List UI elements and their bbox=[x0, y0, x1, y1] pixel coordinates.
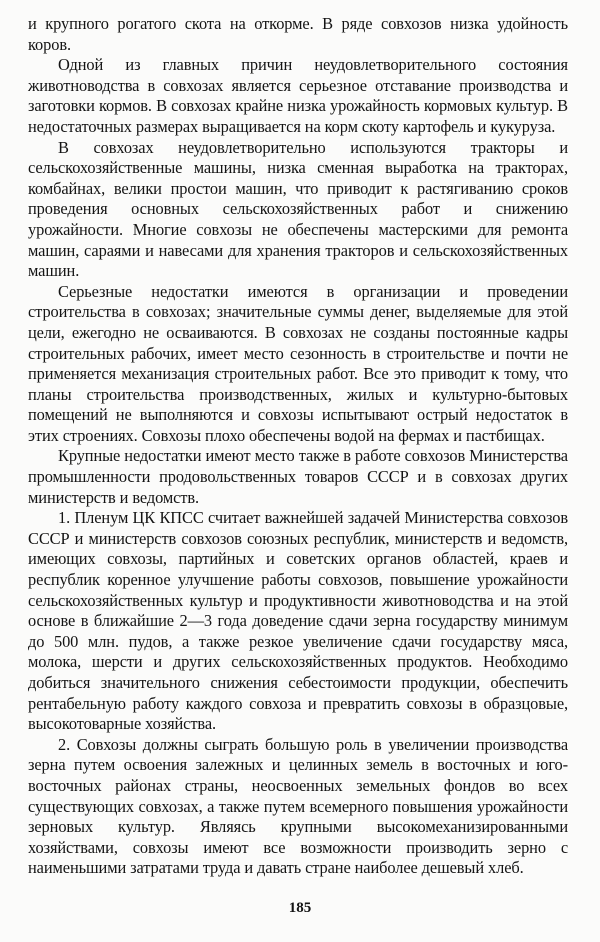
paragraph: Серьезные недостатки имеются в организации и проведении строительства в совхозах; значительные суммы денег, выделяемые для этой цели, ежегодно не осваиваются. В совхозах не созданы постоянные кадры строительных рабочих, имеет место сезонность в строительстве и почти не применяется механизация строительных работ. Все это приводит к тому, что планы строительства производственных, жилых и культурно-бытовых помещений не выполняются и совхозы испытывают острый недостаток в этих строениях. Совхозы плохо обеспечены водой на фермах и пастбищах. bbox=[28, 281, 568, 445]
body-text bbox=[28, 14, 568, 879]
paragraph: В совхозах неудовлетворительно используются тракторы и сельскохозяйственные машины, низка сменная выработка на тракторах, комбайнах, велики простои машин, что приводит к растягиванию сроков проведения основных сельскохозяйственных работ и снижению урожайности. Многие совхозы не обеспечены мастерскими для ремонта машин, сараями и навесами для хранения тракторов и сельскохозяйственных машин. bbox=[28, 137, 568, 281]
paragraph: Одной из главных причин неудовлетворительного состояния животноводства в совхозах является серьезное отставание производства и заготовки кормов. В совхозах крайне низка урожайность кормовых культур. В недостаточных размерах выращивается на корм скоту картофель и кукуруза. bbox=[28, 55, 568, 136]
paragraph: Крупные недостатки имеют место также в работе совхозов Министерства промышленности продовольственных товаров СССР и в совхозах других министерств и ведомств. bbox=[28, 446, 568, 507]
paragraph-continuation: и крупного рогатого скота на откорме. В ряде совхозов низка удойность коров. bbox=[28, 14, 568, 54]
page-number: 185 bbox=[288, 900, 312, 916]
numbered-paragraph: 2. Совхозы должны сыграть большую роль в увеличении производства зерна путем освоения залежных и целинных земель в восточных и юго-восточных районах страны, неосвоенных земельных фондов во всех существующих совхозах, а также путем всемерного повышения урожайности зерновых культур. Являясь крупными высокомеханизированными хозяйствами, совхозы имеют все возможности производить зерно с наименьшими затратами труда и давать стране наиболее дешевый хлеб. bbox=[28, 734, 568, 878]
numbered-paragraph: 1. Пленум ЦК КПСС считает важнейшей задачей Министерства совхозов СССР и министерств совхозов союзных республик, министерств и ведомств, имеющих совхозы, партийных и советских органов областей, краев и республик коренное улучшение работы совхозов, повышение урожайности сельскохозяйственных культур и продуктивности животноводства и на этой основе в ближайшие 2—3 года доведение сдачи зерна государству минимум до 500 млн. пудов, а также резкое увеличение сдачи государству мяса, молока, шерсти и других сельскохозяйственных продуктов. Необходимо добиться значительного снижения себестоимости продукции, обеспечить рентабельную работу каждого совхоза и превратить совхозы в образцовые, высокотоварные хозяйства. bbox=[28, 508, 568, 734]
